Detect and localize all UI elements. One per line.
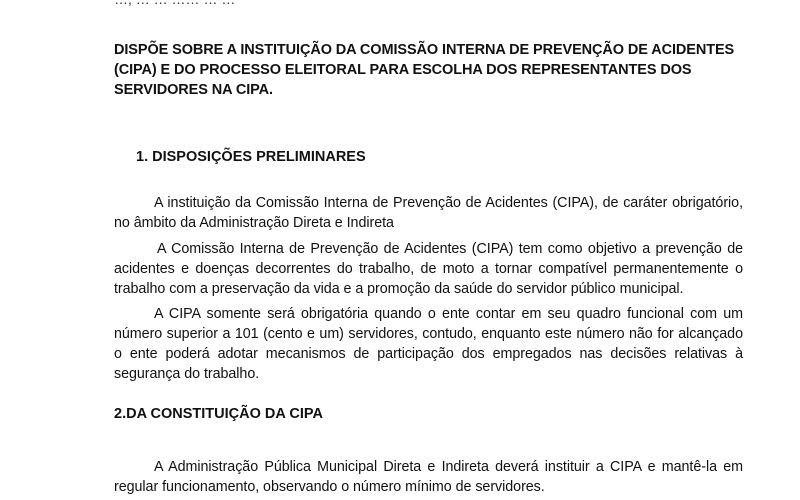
paragraph-2: A Comissão Interna de Prevenção de Acidentes (CIPA) tem como objetivo a prevenção de acidentes e doenças decorrentes do trabalho, de moto a tornar compatível permanentemente o trabalho com a preservação da vida e a promoção da saúde do servidor público municipal. [114,241,743,297]
main-heading: DISPÕE SOBRE A INSTITUIÇÃO DA COMISSÃO INTERNA DE PREVENÇÃO DE ACIDENTES (CIPA) E DO PROCESSO ELEITORAL PARA ESCOLHA DOS REPRESENTANTES DOS SERVIDORES NA CIPA. [114,42,735,98]
cropped-top-line [114,0,235,7]
paragraph-1: A instituição da Comissão Interna de Prevenção de Acidentes (CIPA), de caráter obrigatório, no âmbito da Administração Direta e Indireta [114,195,743,231]
section-2-title: 2.DA CONSTITUIÇÃO DA CIPA [114,406,323,422]
paragraph-3: A CIPA somente será obrigatória quando o ente contar em seu quadro funcional com um número superior a 101 (cento e um) servidores, contudo, enquanto este número não for alcançado o ente poderá adotar mecanismos de participação dos empregados nas decisões relativas à segurança do trabalho. [114,306,743,382]
paragraph-4: A Administração Pública Municipal Direta e Indireta deverá instituir a CIPA e mantê-la em regular funcionamento, observando o número mínimo de servidores. [114,459,743,495]
section-1-title: 1. DISPOSIÇÕES PRELIMINARES [136,149,366,165]
